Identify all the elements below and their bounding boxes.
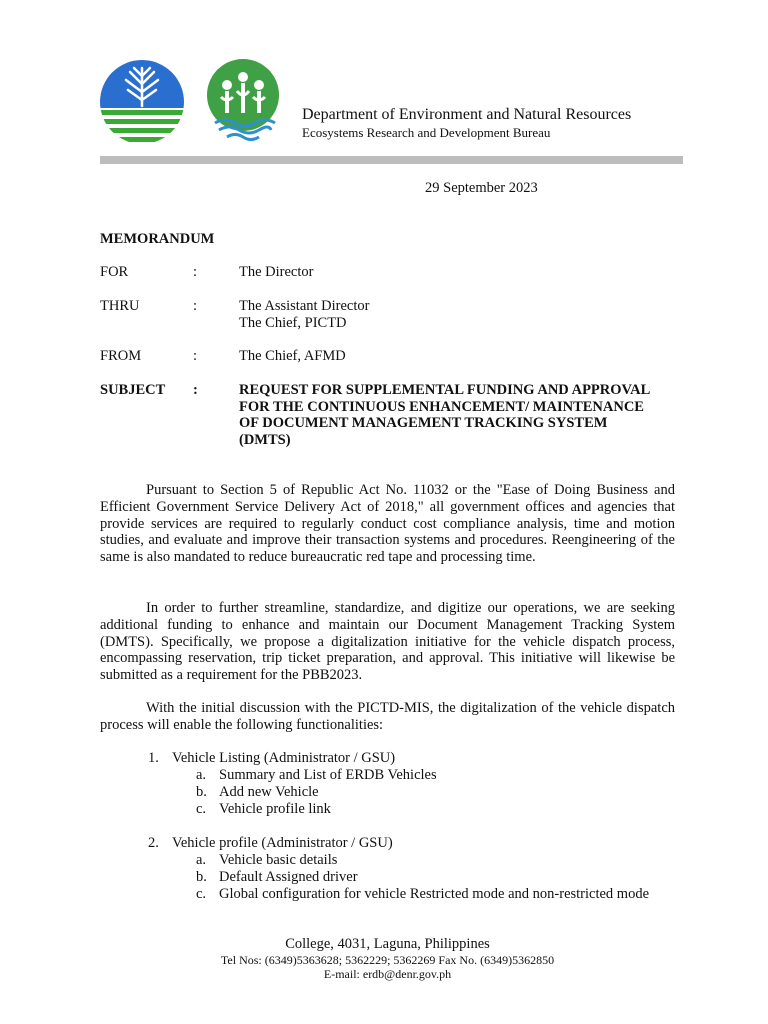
thru-colon: :	[193, 298, 198, 314]
list-item-2b-letter: b.	[196, 869, 207, 885]
from-value: The Chief, AFMD	[239, 348, 346, 364]
erdb-tree-logo-icon	[201, 57, 285, 141]
department-name: Department of Environment and Natural Resources	[302, 106, 632, 123]
list-item-2-title: Vehicle profile (Administrator / GSU)	[172, 835, 393, 851]
for-value: The Director	[239, 264, 314, 280]
footer-phones: Tel Nos: (6349)5363628; 5362229; 5362269 Fax No. (6349)5362850	[220, 953, 555, 967]
subject-value: REQUEST FOR SUPPLEMENTAL FUNDING AND APPROVAL FOR THE CONTINUOUS ENHANCEMENT/ MAINTENANCE OF DOCUMENT MANAGEMENT TRACKING SYSTEM (DMTS)	[239, 382, 650, 448]
list-item-1c-letter: c.	[196, 801, 207, 817]
for-label: FOR	[100, 264, 129, 280]
paragraph-2: In order to further streamline, standardize, and digitize our operations, we are seeking additional funding to enhance and maintain our Document Management Tracking System (DMTS). Specifically, we propose a digitalization initiative for the vehicle dispatch process, encompassing reservation, trip ticket preparation, and approval. This initiative will likewise be submitted as a requirement for the PBB2023.	[100, 600, 675, 684]
memo-date: 29 September 2023	[425, 180, 538, 196]
list-item-2a-text: Vehicle basic details	[219, 852, 338, 868]
list-item-2a-letter: a.	[196, 852, 207, 868]
list-item-1b-text: Add new Vehicle	[219, 784, 319, 800]
bureau-name: Ecosystems Research and Development Bureau	[302, 125, 551, 140]
footer-email[interactable]: E-mail: erdb@denr.gov.ph	[323, 967, 452, 981]
list-item-2b-text: Default Assigned driver	[219, 869, 358, 885]
list-item-1c-text: Vehicle profile link	[219, 801, 331, 817]
memo-title: MEMORANDUM	[100, 231, 215, 247]
footer-address: College, 4031, Laguna, Philippines	[285, 936, 490, 952]
list-item-2c-letter: c.	[196, 886, 207, 902]
list-item-1b-letter: b.	[196, 784, 207, 800]
list-item-2c-text: Global configuration for vehicle Restricted mode and non-restricted mode	[219, 886, 650, 902]
paragraph-1: Pursuant to Section 5 of Republic Act No. 11032 or the "Ease of Doing Business and Efficient Government Service Delivery Act of 2018," all government offices and agencies that provide services are required to regularly conduct cost compliance analysis, time and motion studies, and evaluate and improve their transaction systems and procedures. Reengineering of the same is also mandated to reduce bureaucratic red tape and processing time.	[100, 482, 675, 566]
thru-label: THRU	[100, 298, 140, 314]
list-item-2-number: 2.	[148, 835, 159, 851]
list-item-1a-letter: a.	[196, 767, 207, 783]
list-item-1a-text: Summary and List of ERDB Vehicles	[219, 767, 437, 783]
subject-label: SUBJECT	[100, 382, 166, 398]
for-colon: :	[193, 264, 198, 280]
list-item-1-number: 1.	[148, 750, 159, 766]
thru-value-2: The Chief, PICTD	[239, 315, 347, 331]
header-divider	[100, 156, 683, 164]
from-colon: :	[193, 348, 198, 364]
subject-colon: :	[193, 382, 198, 398]
paragraph-3: With the initial discussion with the PICTD-MIS, the digitalization of the vehicle dispatch process will enable the following functionalities:	[100, 700, 675, 733]
thru-value-1: The Assistant Director	[239, 298, 370, 314]
list-item-1-title: Vehicle Listing (Administrator / GSU)	[172, 750, 396, 766]
from-label: FROM	[100, 348, 142, 364]
denr-seal-icon	[100, 60, 184, 144]
